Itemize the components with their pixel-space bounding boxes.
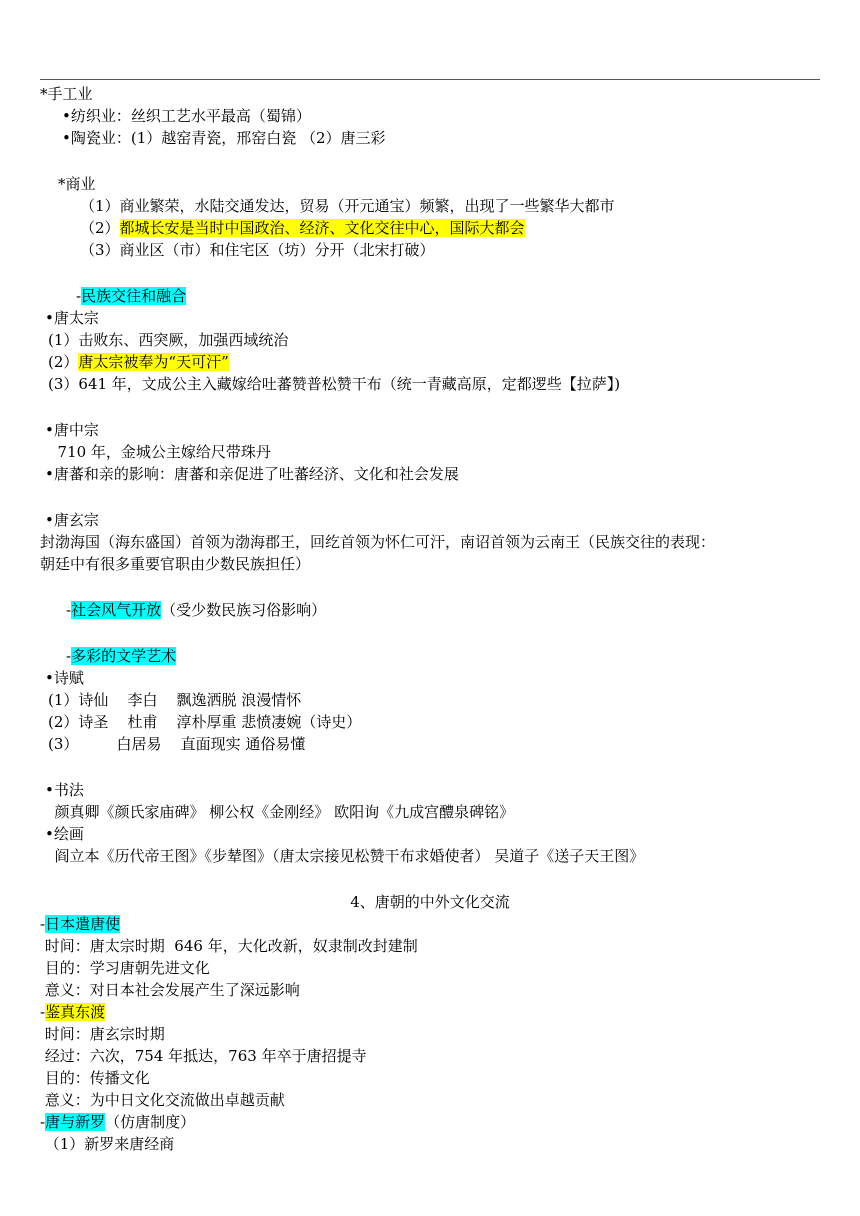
taizong-point-2-number: (2）	[48, 353, 79, 371]
jianzhen-heading	[40, 1001, 105, 1023]
painting-bullet: •绘画	[45, 825, 84, 843]
poet-line-2: (2）诗圣 杜甫 淳朴厚重 悲愤凄婉（诗史）	[48, 713, 362, 731]
ethnic-dash: -	[76, 287, 82, 305]
taizong-bullet: •唐太宗	[45, 309, 99, 327]
commerce-point-2-highlight: 都城长安是当时中国政治、经济、文化交往中心，国际大都会	[119, 219, 525, 237]
top-divider	[40, 79, 820, 80]
japan-time: 时间：唐太宗时期 646 年，大化改新，奴隶制改封建制	[40, 937, 418, 955]
textile-line: •纺织业：丝织工艺水平最高（蜀锦）	[62, 107, 311, 125]
japan-heading	[40, 913, 120, 935]
silla-heading	[40, 1111, 195, 1133]
calligraphy-bullet: •书法	[45, 781, 84, 799]
zhongzong-bullet: •唐中宗	[45, 421, 99, 439]
ethnic-header: 民族交往和融合	[81, 287, 187, 305]
poet-line-3: (3） 白居易 直面现实 通俗易懂	[48, 735, 306, 753]
silla-note: （仿唐制度）	[105, 1113, 196, 1131]
jianzhen-meaning: 意义：为中日文化交流做出卓越贡献	[40, 1091, 285, 1109]
japan-meaning: 意义：对日本社会发展产生了深远影响	[40, 981, 300, 999]
section-4-title: 4、唐朝的中外文化交流	[350, 893, 510, 911]
handicraft-header: *手工业	[40, 85, 93, 103]
silla-header: 唐与新罗	[45, 1113, 106, 1131]
xuanzong-line-1: 封渤海国（海东盛国）首领为渤海郡王，回纥首领为怀仁可汗，南诏首领为云南王（民族交往的表现：	[40, 533, 716, 551]
commerce-point-1: （1）商业繁荣，水陆交通发达，贸易（开元通宝）频繁，出现了一些繁华大都市	[80, 197, 615, 215]
silla-point-1: （1）新罗来唐经商	[40, 1135, 175, 1153]
calligraphy-line: 颜真卿《颜氏家庙碑》 柳公权《金刚经》 欧阳询《九成宫醴泉碑铭》	[45, 803, 515, 821]
taizong-point-2	[48, 351, 229, 373]
jianzhen-header: 鉴真东渡	[45, 1003, 106, 1021]
commerce-header: *商业	[58, 175, 96, 193]
japan-dash: -	[40, 915, 46, 933]
silla-dash: -	[40, 1113, 46, 1131]
zhongzong-point-1: 710 年，金城公主嫁给尺带珠丹	[48, 443, 271, 461]
social-note: （受少数民族习俗影响）	[161, 601, 327, 619]
literature-heading	[66, 645, 176, 667]
marriage-effect: •唐蕃和亲的影响：唐蕃和亲促进了吐蕃经济、文化和社会发展	[45, 465, 459, 483]
commerce-point-2-number: （2）	[80, 219, 120, 237]
literature-dash: -	[66, 647, 72, 665]
jianzhen-goal: 目的：传播文化	[40, 1069, 150, 1087]
jianzhen-process: 经过：六次，754 年抵达，763 年卒于唐招提寺	[40, 1047, 367, 1065]
social-dash: -	[66, 601, 72, 619]
commerce-point-2	[80, 217, 525, 239]
social-heading	[66, 599, 326, 621]
commerce-point-3: （3）商业区（市）和住宅区（坊）分开（北宋打破）	[80, 241, 435, 259]
xuanzong-bullet: •唐玄宗	[45, 511, 99, 529]
xuanzong-line-2: 朝廷中有很多重要官职由少数民族担任）	[40, 555, 311, 573]
poetry-bullet: •诗赋	[45, 669, 84, 687]
social-header: 社会风气开放	[71, 601, 162, 619]
ethnic-heading	[76, 285, 186, 307]
poet-line-1: (1）诗仙 李白 飘逸洒脱 浪漫情怀	[48, 691, 302, 709]
taizong-point-2-highlight: 唐太宗被奉为“天可汗”	[78, 353, 229, 371]
jianzhen-dash: -	[40, 1003, 46, 1021]
painting-line: 阎立本《历代帝王图》《步辇图》（唐太宗接见松赞干布求婚使者） 吴道子《送子天王图》	[45, 847, 645, 865]
ceramics-line: •陶瓷业：(1）越窑青瓷，邢窑白瓷 （2）唐三彩	[62, 129, 386, 147]
taizong-point-3: (3）641 年，文成公主入藏嫁给吐蕃赞普松赞干布（统一青藏高原，定都逻些【拉萨】)	[48, 375, 621, 393]
japan-goal: 目的：学习唐朝先进文化	[40, 959, 210, 977]
japan-header: 日本遣唐使	[45, 915, 121, 933]
literature-header: 多彩的文学艺术	[71, 647, 177, 665]
taizong-point-1: (1）击败东、西突厥，加强西域统治	[48, 331, 289, 349]
jianzhen-time: 时间：唐玄宗时期	[40, 1025, 165, 1043]
